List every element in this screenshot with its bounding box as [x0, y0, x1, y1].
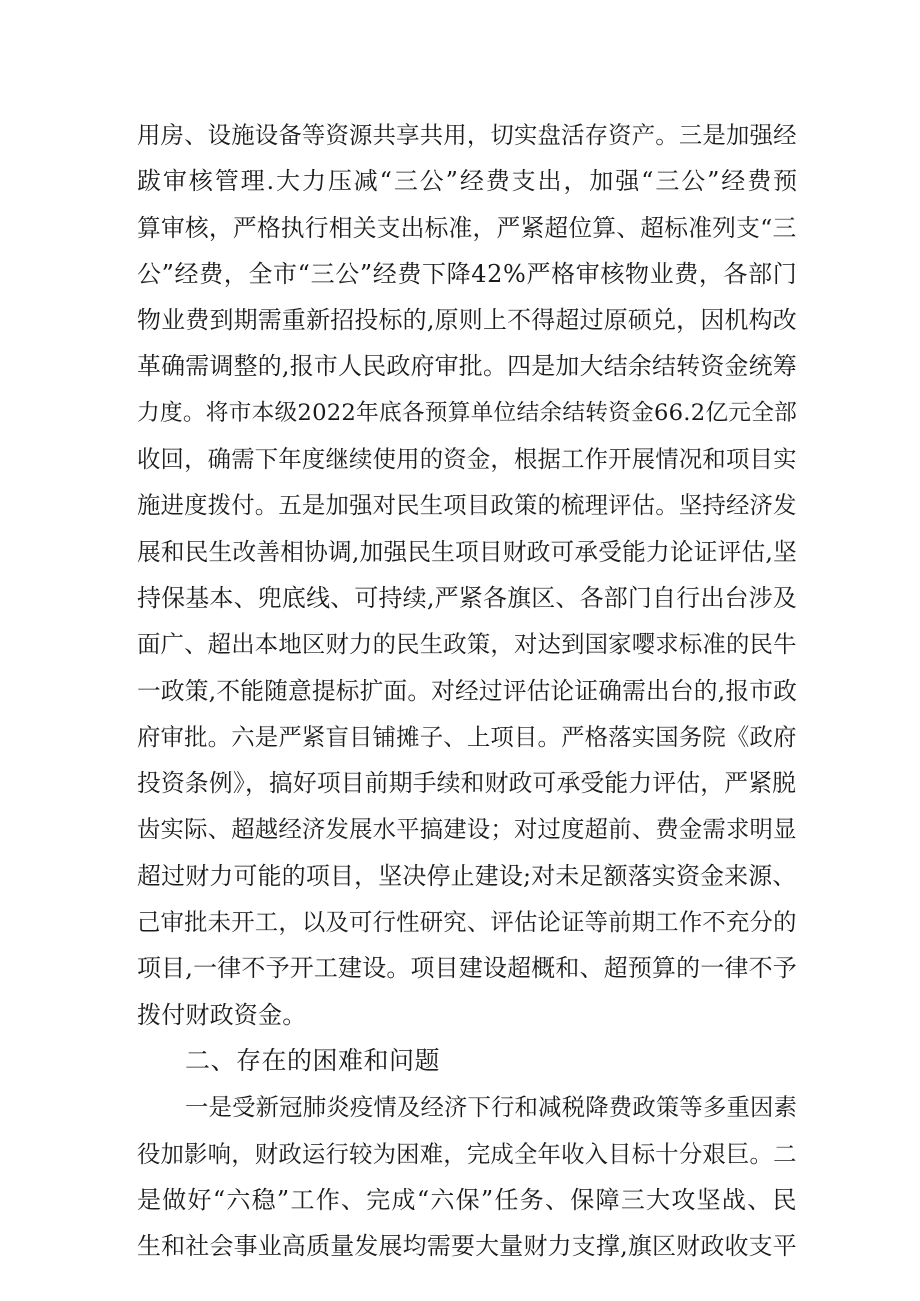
text-line: 力度。将市本级2022年底各预算单位结余结转资金66.2亿元全部	[137, 399, 798, 426]
text-line: 拨付财政资金。	[137, 1000, 307, 1029]
text-line: 展和民生改善相协调,加强民生项目财政可承受能力论证评估,坚	[137, 537, 797, 566]
paragraph-2	[137, 1084, 797, 1269]
text-line: 施进度拨付。五是加强对民生项目政策的梳理评估。坚持经济发	[137, 491, 797, 520]
text-line: 持保基本、兜底线、可持续,严紧各旗区、各部门自行出台涉及	[137, 583, 797, 612]
text-line: 算审核，严格执行相关支出标准，严紧超位算、超标准列支“三	[137, 213, 797, 242]
paragraph-1	[137, 112, 800, 1038]
text-line: 一是受新冠肺炎疫情及经济下行和减税降费政策等多重因素	[185, 1093, 798, 1122]
text-line: 府审批。六是严紧盲目铺摊子、上项目。严格落实国务院《政府	[137, 722, 797, 751]
text-line: 跋审核管理.大力压减“三公”经费支出，加强“三公”经费预	[137, 167, 800, 196]
text-line: 一政策,不能随意提标扩面。对经过评估论证确需出台的,报市政	[137, 676, 797, 705]
text-line: 公”经费，全市“三公”经费下降42%严格审核物业费，各部门	[137, 259, 798, 288]
section-heading: 二、存在的困难和问题	[185, 1045, 441, 1075]
text-line: 齿实际、超越经济发展水平搞建设；对过度超前、费金需求明显	[137, 815, 797, 844]
text-line: 物业费到期需重新招投标的,原则上不得超过原硕兑，因机构改	[137, 306, 797, 335]
text-line: 投资条例》，搞好项目前期手续和财政可承受能力评估，严紧脱	[137, 769, 797, 798]
text-line: 是做好“六稳”工作、完成“六保”任务、保障三大攻坚战、民	[137, 1185, 798, 1214]
text-line: 超过财力可能的项目，坚决停止建设;对未足额落实资金来源、	[137, 861, 797, 890]
document-body	[137, 112, 800, 1269]
text-line: 役加影响，财政运行较为困难，完成全年收入目标十分艰巨。二	[137, 1139, 797, 1168]
text-line: 用房、设施设备等资源共享共用，切实盘活存资产。三是加强经	[137, 121, 797, 149]
text-line: 面广、超出本地区财力的民生政策，对达到国家嘤求标准的民牛	[137, 630, 797, 659]
text-line: 己审批未开工，以及可行性研究、评估论证等前期工作不充分的	[137, 908, 797, 937]
text-line: 生和社会事业高质量发展均需要大量财力支撑,旗区财政收支平	[137, 1232, 797, 1261]
text-line: 项目,一律不予开工建设。项目建设超概和、超预算的一律不予	[137, 954, 797, 983]
text-line: 革确需调整的,报市人民政府审批。四是加大结余结转资金统筹	[137, 352, 797, 381]
text-line: 收回，确需下年度继续使用的资金，根据工作开展情况和项目实	[137, 445, 797, 474]
